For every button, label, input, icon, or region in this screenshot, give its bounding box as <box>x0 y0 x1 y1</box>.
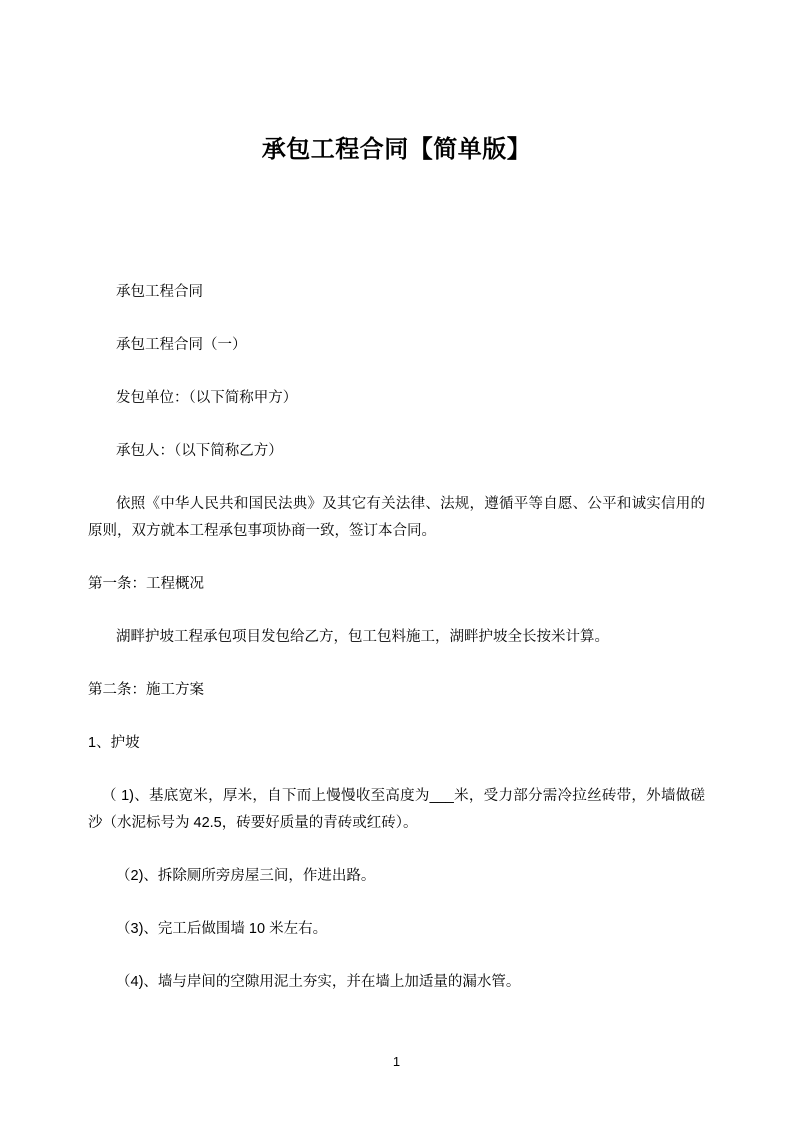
document-paragraph: 发包单位：（以下简称甲方） <box>116 390 298 406</box>
page-title: 承包工程合同【简单版】 <box>261 136 532 163</box>
document-paragraph: （4)、墙与岸间的空隙用泥土夯实，并在墙上加适量的漏水管。 <box>116 974 521 990</box>
document-body <box>88 0 705 1022</box>
document-paragraph: 第一条：工程概况 <box>88 576 204 592</box>
document-paragraph: （2)、拆除厕所旁房屋三间，作进出路。 <box>116 868 376 884</box>
document-paragraph: 湖畔护坡工程承包项目发包给乙方，包工包料施工，湖畔护坡全长按米计算。 <box>116 629 609 645</box>
document-paragraph: 承包人：（以下简称乙方） <box>116 443 283 459</box>
document-paragraph: 承包工程合同 <box>116 284 203 300</box>
document-paragraph: 1、护坡 <box>88 735 140 751</box>
paragraph-list <box>88 279 705 996</box>
page-number: 1 <box>392 1054 401 1069</box>
document-paragraph: 第二条：施工方案 <box>88 682 204 698</box>
title-spacer <box>88 167 705 279</box>
document-paragraph: 承包工程合同（一） <box>116 337 247 353</box>
document-paragraph: （ 1)、基底宽米，厚米，自下而上慢慢收至高度为___米，受力部分需冷拉丝砖带，外墙做磋沙（水泥标号为 42.5，砖要好质量的青砖或红砖）。 <box>88 788 705 831</box>
document-paragraph: （3)、完工后做围墙 10 米左右。 <box>116 921 328 937</box>
document-paragraph: 依照《中华人民共和国民法典》及其它有关法律、法规，遵循平等自愿、公平和诚实信用的原则，双方就本工程承包事项协商一致，签订本合同。 <box>88 496 705 539</box>
